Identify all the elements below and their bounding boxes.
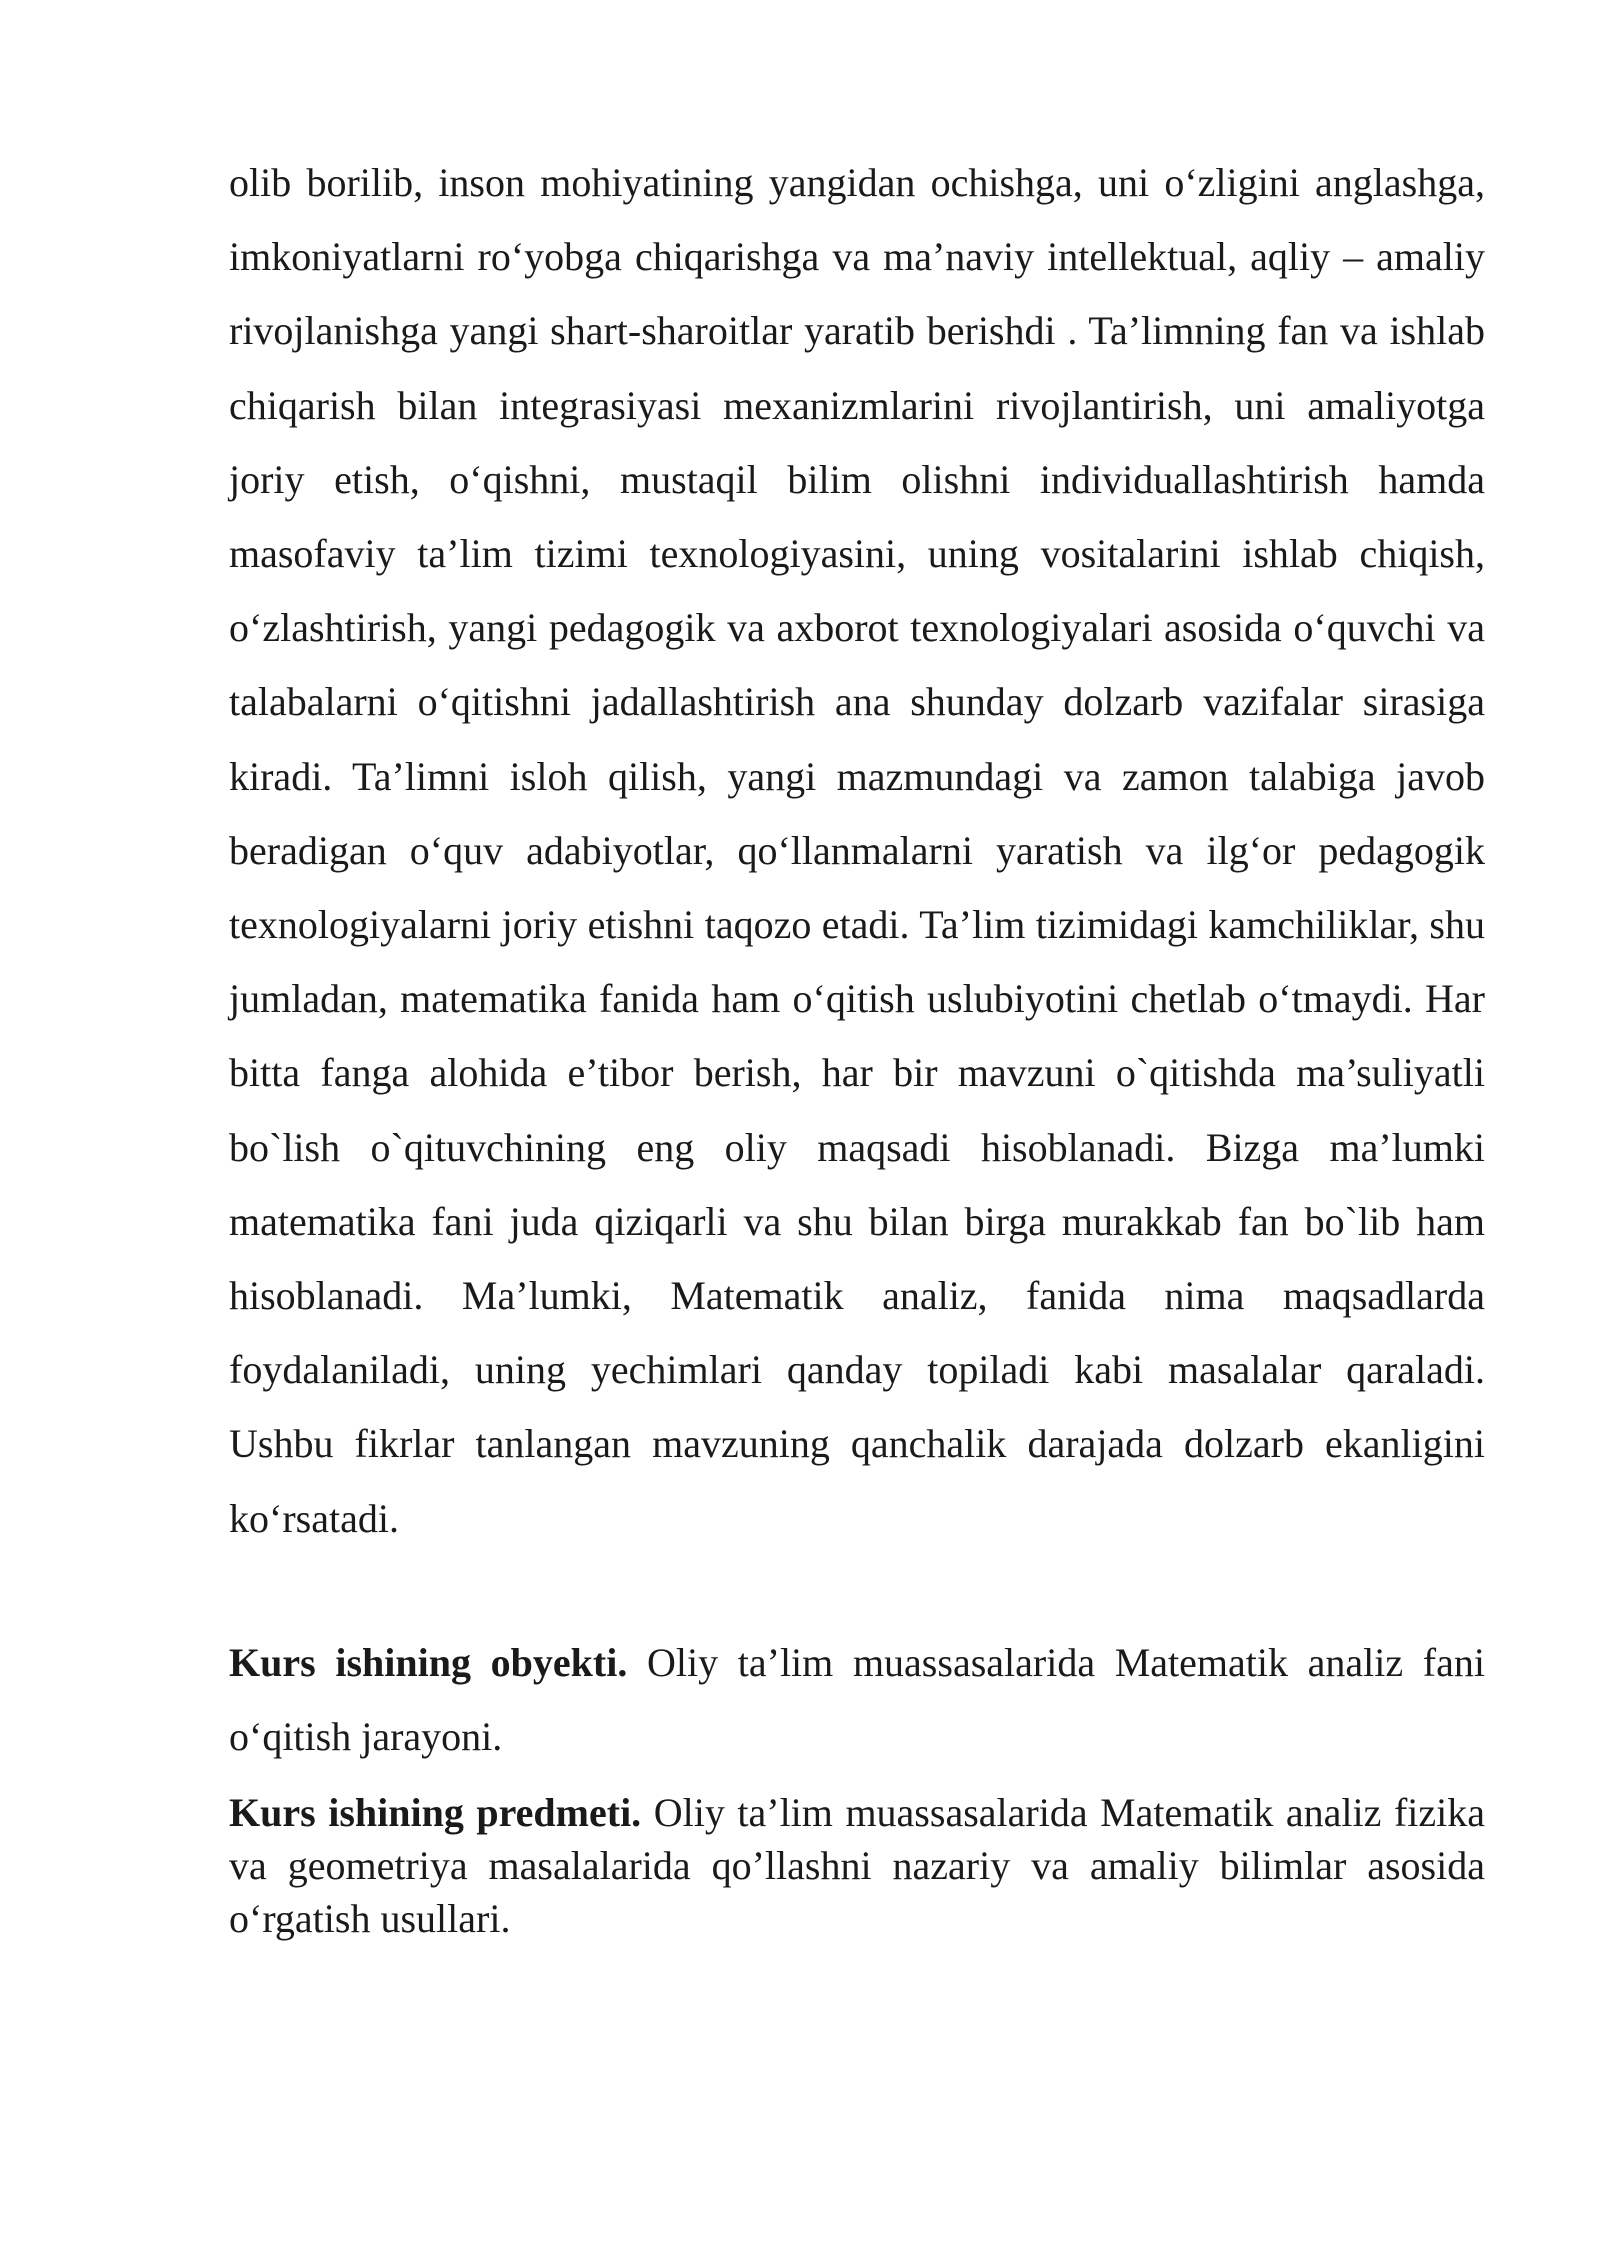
course-work-subject-paragraph	[229, 1786, 1485, 1945]
course-work-object-paragraph	[229, 1626, 1485, 1774]
course-work-subject-label: Kurs ishining predmeti.	[229, 1790, 642, 1835]
main-paragraph: olib borilib, inson mohiyatining yangidan ochishga, uni o‘zligini anglashga, imkoniyatlarni ro‘yobga chiqarishga va ma’naviy intellektual, aqliy – amaliy rivojlanishga yangi shart-sharoitlar yaratib berishdi . Ta’limning fan va ishlab chiqarish bilan integrasiyasi mexanizmlarini rivojlantirish, uni amaliyotga joriy etish, o‘qishni, mustaqil bilim olishni individuallashtirish hamda masofaviy ta’lim tizimi texnologiyasini, uning vositalarini ishlab chiqish, o‘zlashtirish, yangi pedagogik va axborot texnologiyalari asosida o‘quvchi va talabalarni o‘qitishni jadallashtirish ana shunday dolzarb vazifalar sirasiga kiradi. Ta’limni isloh qilish, yangi mazmundagi va zamon talabiga javob beradigan o‘quv adabiyotlar, qo‘llanmalarni yaratish va ilg‘or pedagogik texnologiyalarni joriy etishni taqozo etadi. Ta’lim tizimidagi kamchiliklar, shu jumladan, matematika fanida ham o‘qitish uslubiyotini chetlab o‘tmaydi. Har bitta fanga alohida e’tibor berish, har bir mavzuni o`qitishda ma’suliyatli bo`lish o`qituvchining eng oliy maqsadi hisoblanadi. Bizga ma’lumki matematika fani juda qiziqarli va shu bilan birga murakkab fan bo`lib ham hisoblanadi. Ma’lumki, Matematik analiz, fanida nima maqsadlarda foydalaniladi, uning yechimlari qanday topiladi kabi masalalar qaraladi. Ushbu fikrlar tanlangan mavzuning qanchalik darajada dolzarb ekanligini ko‘rsatadi.	[229, 160, 1485, 1541]
course-work-subject-text: Oliy ta’lim muassasalarida Matematik analiz fizika va geometriya masalalarida qo’llashni nazariy va amaliy bilimlar asosida o‘rgatish usullari.	[229, 1790, 1486, 1941]
course-work-object-text: Oliy ta’lim muassasalarida Matematik analiz fani o‘qitish jarayoni.	[229, 1640, 1485, 1760]
course-work-object-label: Kurs ishining obyekti.	[229, 1640, 628, 1685]
